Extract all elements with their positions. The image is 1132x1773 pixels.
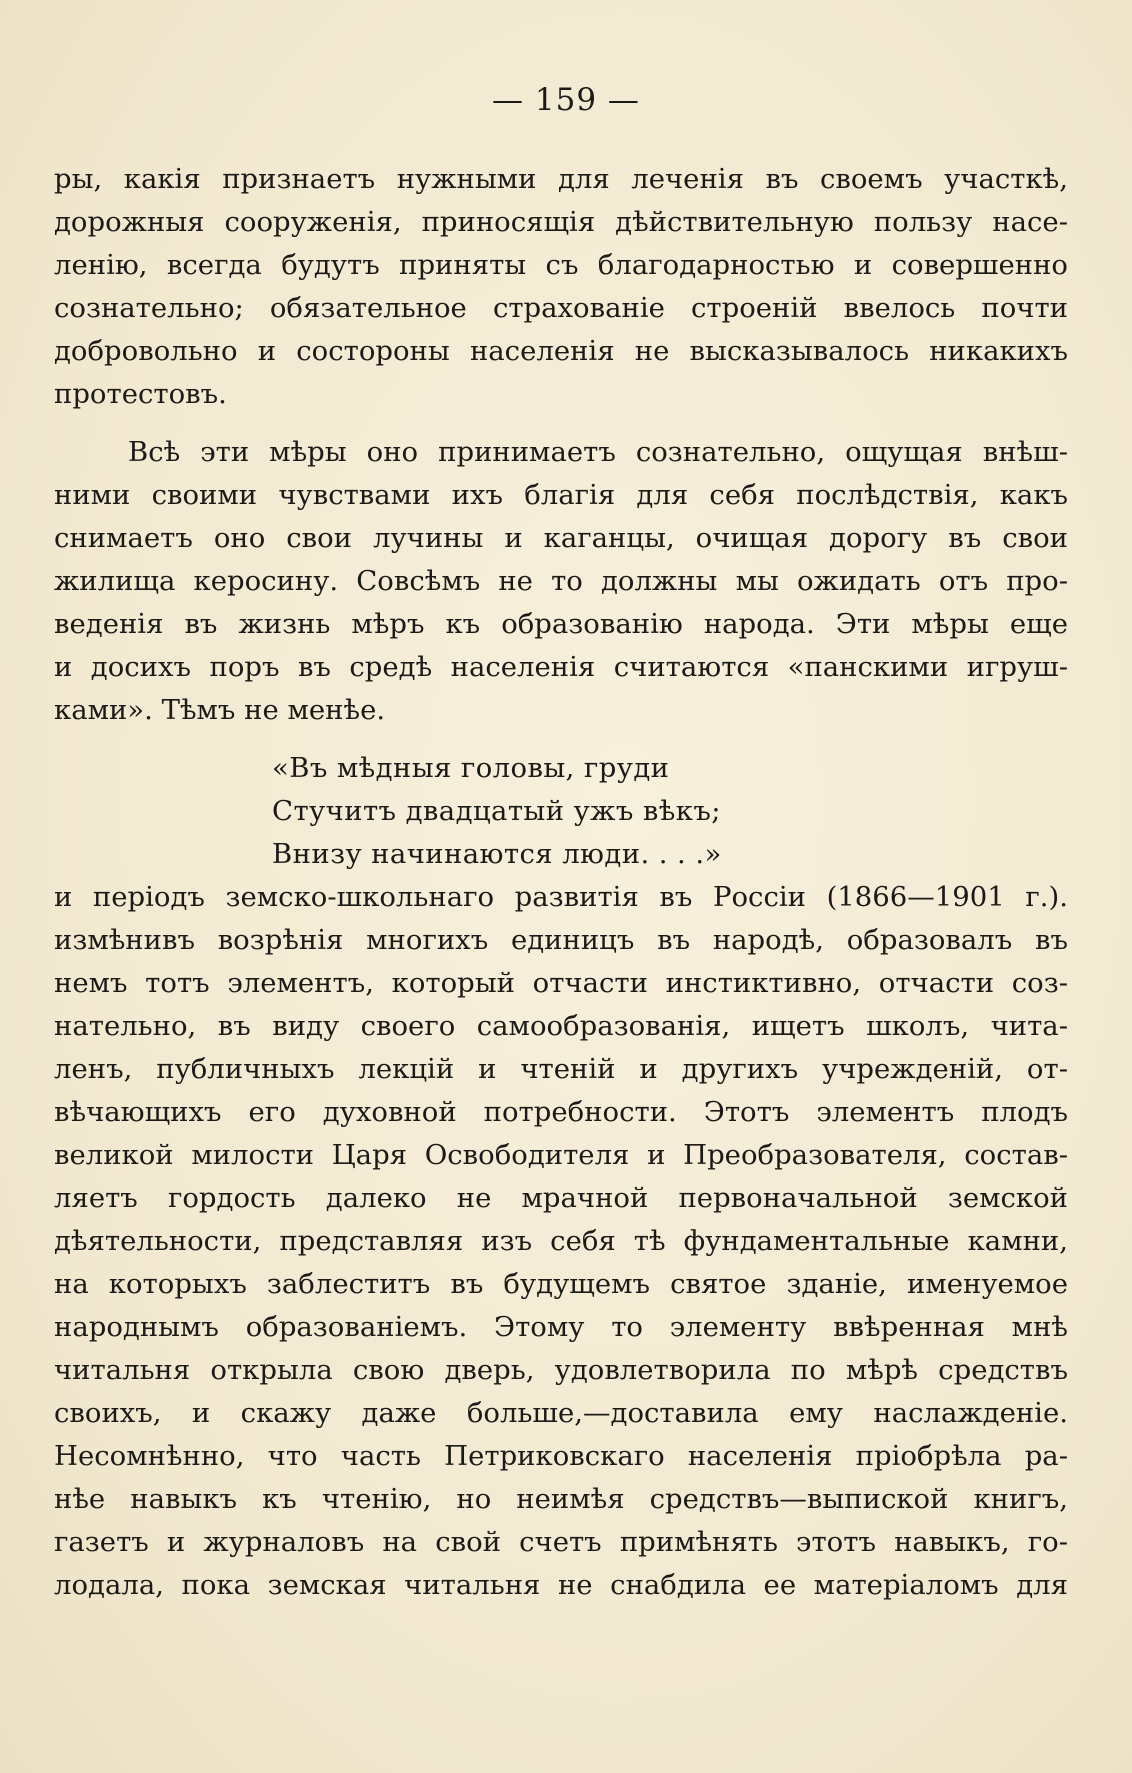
paragraph-gap — [54, 416, 1068, 431]
text-line: на которыхъ заблеститъ въ будущемъ святое зданіе, именуемое — [54, 1268, 1068, 1300]
body-text — [54, 158, 1068, 1607]
text-line: измѣнивъ возрѣнія многихъ единицъ въ народѣ, образовалъ въ — [54, 924, 1068, 956]
text-line: протестовъ. — [54, 378, 227, 410]
text-line: жилища керосину. Совсѣмъ не то должны мы ожидать отъ про- — [54, 565, 1068, 597]
text-line: сознательно; обязательное страхованіе строеній ввелось почти — [54, 292, 1068, 324]
text-line: ними своими чувствами ихъ благія для себя послѣдствія, какъ — [54, 479, 1068, 511]
paragraph-gap — [54, 732, 1068, 747]
verse-line: «Въ мѣдныя головы, груди — [272, 752, 670, 784]
text-line: Всѣ эти мѣры оно принимаетъ сознательно, ощущая внѣш- — [128, 436, 1068, 468]
text-line: вѣчающихъ его духовной потребности. Этотъ элементъ плодъ — [54, 1096, 1068, 1128]
text-line: веденія въ жизнь мѣръ къ образованію народа. Эти мѣры еще — [54, 608, 1068, 640]
text-line: снимаетъ оно свои лучины и каганцы, очищая дорогу въ свои — [54, 522, 1068, 554]
text-line: читальня открыла свою дверь, удовлетворила по мѣрѣ средствъ — [54, 1354, 1068, 1386]
text-line: дѣятельности, представляя изъ себя тѣ фундаментальные камни, — [54, 1225, 1068, 1257]
text-line: нательно, въ виду своего самообразованія, ищетъ школъ, чита- — [54, 1010, 1068, 1042]
text-line: дорожныя сооруженія, приносящія дѣйствительную пользу насе- — [54, 206, 1068, 238]
text-line: лодала, пока земская читальня не снабдила ее матеріаломъ для — [54, 1569, 1068, 1601]
text-line: народнымъ образованіемъ. Этому то элементу ввѣренная мнѣ — [54, 1311, 1068, 1343]
text-line: ляетъ гордость далеко не мрачной первоначальной земской — [54, 1182, 1068, 1214]
text-line: и періодъ земско-школьнаго развитія въ Россіи (1866—1901 г.). — [54, 881, 1068, 913]
page-number: — 159 — — [492, 82, 640, 118]
text-line: ленію, всегда будутъ приняты съ благодарностью и совершенно — [54, 249, 1068, 281]
text-line: газетъ и журналовъ на свой счетъ примѣнять этотъ навыкъ, го- — [54, 1526, 1068, 1558]
text-line: ры, какія признаетъ нужными для леченія въ своемъ участкѣ, — [54, 163, 1068, 195]
text-line: добровольно и состороны населенія не высказывалось никакихъ — [54, 335, 1068, 367]
verse-line: Внизу начинаются люди. . . .» — [272, 838, 722, 870]
text-line: Несомнѣнно, что часть Петриковскаго населенія пріобрѣла ра- — [54, 1440, 1068, 1472]
text-line: своихъ, и скажу даже больше,—доставила ему наслажденіе. — [54, 1397, 1068, 1429]
text-line: великой милости Царя Освободителя и Преобразователя, состав- — [54, 1139, 1068, 1171]
text-line: ленъ, публичныхъ лекцій и чтеній и другихъ учрежденій, от- — [54, 1053, 1068, 1085]
verse-quote — [54, 747, 1068, 876]
paragraph-1 — [54, 158, 1068, 416]
verse-line: Стучитъ двадцатый ужъ вѣкъ; — [272, 795, 721, 827]
text-line: нѣе навыкъ къ чтенію, но неимѣя средствъ—выпиской книгъ, — [54, 1483, 1068, 1515]
paragraph-2 — [54, 431, 1068, 732]
paragraph-3 — [54, 876, 1068, 1607]
text-line: и досихъ поръ въ средѣ населенія считаются «панскими игруш- — [54, 651, 1068, 683]
text-line: немъ тотъ элементъ, который отчасти инстиктивно, отчасти соз- — [54, 967, 1068, 999]
text-line: ками». Тѣмъ не менѣе. — [54, 694, 386, 726]
